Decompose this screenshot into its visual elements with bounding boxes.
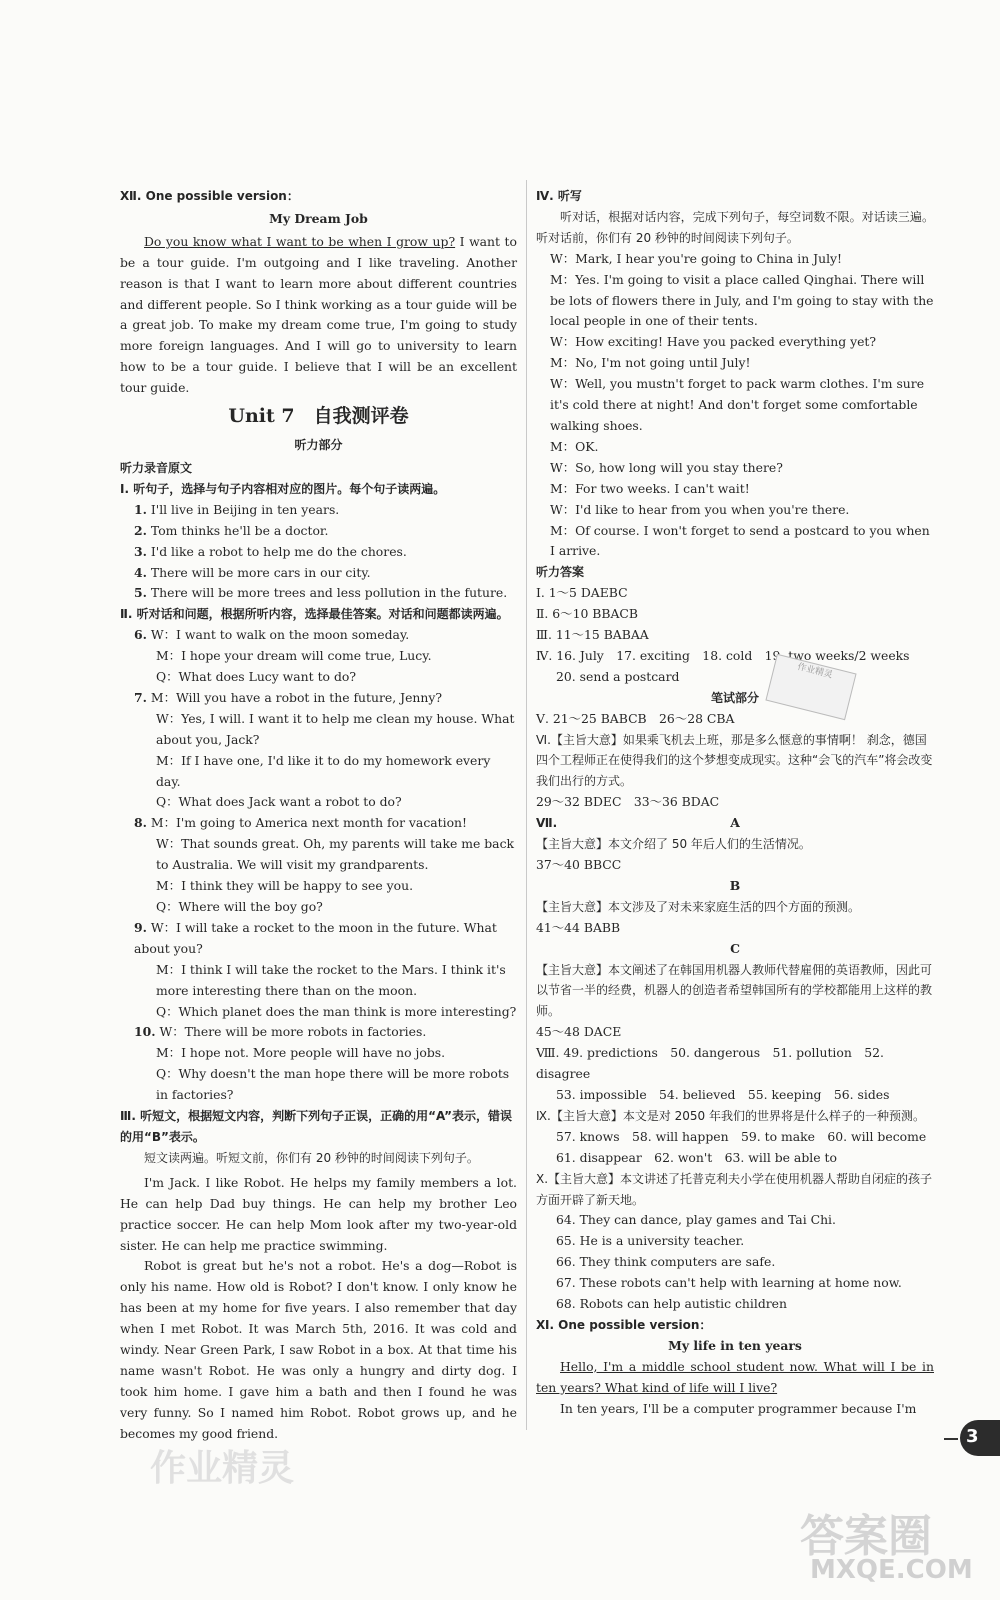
dialog-text: Q：Which planet does the man think is more interesting? — [156, 1003, 517, 1019]
section-10-main-idea: Ⅹ.【主旨大意】本文讲述了托普克利夫小学在使用机器人帮助自闭症的孩子方面开辟了新天地。 — [536, 1171, 933, 1207]
item-text: I'd like a robot to help me do the chores. — [150, 543, 407, 559]
dialog-line — [120, 876, 517, 897]
item-number: 3. — [134, 543, 147, 559]
section-11-underlined: Hello, I'm a middle school student now. What will I be in ten years? What kind of life will I live? — [536, 1358, 934, 1395]
answer-line: 66. They think computers are safe. — [556, 1254, 776, 1270]
dialog-line: W：Mark, I hear you're going to China in July! — [550, 250, 843, 266]
section-7-label: Ⅶ. — [536, 816, 558, 831]
dialog-line — [120, 813, 517, 834]
section-12-heading: Ⅻ. One possible version： — [120, 189, 299, 203]
listening-answers-heading: 听力答案 — [536, 565, 585, 580]
transcript-heading: 听力录音原文 — [120, 460, 193, 475]
dialog-line — [120, 751, 517, 793]
stamp-text: 作业精灵 — [796, 662, 834, 681]
section-6-answers: 29～32 BDEC 33～36 BDAC — [536, 794, 720, 810]
listening-part-heading: 听力部分 — [294, 438, 343, 453]
item-number: 4. — [134, 564, 147, 580]
passage-c-answers: 45～48 DACE — [536, 1024, 622, 1040]
page-number-dash — [944, 1438, 958, 1440]
dialog-number: 8. — [134, 815, 147, 831]
dialog-text: M：If I have one, I'd like it to do my homework every day. — [156, 752, 491, 789]
answer-line: 64. They can dance, play games and Tai Chi. — [556, 1212, 836, 1228]
written-part-heading: 笔试部分 — [710, 690, 759, 705]
essay-body — [120, 232, 517, 399]
dialog-line — [120, 646, 517, 667]
dialog-text: W：I want to walk on the moon someday. — [150, 627, 410, 643]
dialog-line — [120, 667, 517, 688]
section-10-answers — [536, 1210, 934, 1315]
q2-list — [120, 625, 517, 1106]
section-5-answers: Ⅴ. 21～25 BABCB 26～28 CBA — [536, 710, 735, 726]
passage-b-answers: 41～44 BABB — [536, 919, 621, 935]
dialog-line — [120, 1022, 517, 1043]
dialog-line: W：I'd like to hear from you when you're there. — [550, 501, 850, 517]
left-column — [120, 186, 517, 1445]
watermark-left: 作业精灵 — [150, 1448, 295, 1489]
list-item — [120, 500, 517, 521]
passage-b-main-idea: 【主旨大意】本文涉及了对未来家庭生活的四个方面的预测。 — [536, 899, 861, 914]
dialog-text: Q：What does Lucy want to do? — [156, 669, 356, 685]
dialog-line — [120, 1043, 517, 1064]
right-column — [536, 186, 934, 1419]
dialog-text: M：I hope your dream will come true, Lucy. — [156, 648, 432, 664]
item-number: 1. — [134, 501, 147, 517]
section-9-answers-2: 61. disappear 62. won't 63. will be able to — [556, 1149, 837, 1165]
section-9-main-idea: Ⅸ.【主旨大意】本文是对 2050 年我们的世界将是什么样子的一种预测。 — [536, 1108, 925, 1123]
list-item — [120, 521, 517, 542]
section-8-answers-1: Ⅷ. 49. predictions 50. dangerous 51. pollution 52. disagree — [536, 1045, 884, 1082]
answer-line: 65. He is a university teacher. — [556, 1233, 745, 1249]
essay-title: My Dream Job — [269, 210, 368, 226]
dialog-number: 10. — [134, 1024, 156, 1040]
dialog-number: 9. — [134, 919, 147, 935]
dialog-line — [120, 709, 517, 751]
passage-a-label: A — [730, 815, 740, 831]
q1-heading: Ⅰ. 听句子，选择与句子内容相对应的图片。每个句子读两遍。 — [120, 481, 446, 496]
item-text: Tom thinks he'll be a doctor. — [150, 522, 329, 538]
q4-heading: Ⅳ. 听写 — [536, 189, 582, 203]
dialog-text: W：I will take a rocket to the moon in the future. What about you? — [134, 919, 497, 956]
essay-text: I want to be a tour guide. I'm outgoing and I like traveling. Another reason is that I want to learn more about different countries and different people. So I think working as a tour guide will be a great job. To make my dream come true, I'm going to study more foreign languages. And I will go to university to learn how to be a tour guide. I believe that I will be an excellent tour guide. — [120, 233, 517, 396]
passage-a-main-idea: 【主旨大意】本文介绍了 50 年后人们的生活情况。 — [536, 837, 811, 852]
passage-c-main-idea: 【主旨大意】本文阐述了在韩国用机器人教师代替雇佣的英语教师，因此可以节省一半的经费，机器人的创造者希望韩国所有的学校都能用上这样的教师。 — [536, 962, 933, 1019]
answer-line: 67. These robots can't help with learning at home now. — [556, 1275, 902, 1291]
q3-paragraph-1: I'm Jack. I like Robot. He helps my family members a lot. He can help Dad buy things. He can help my brother Leo practice soccer. He can help Mom look after my two-year-old sister. He can help me practice swimming. — [120, 1174, 517, 1253]
page-number-tab — [960, 1420, 1000, 1456]
passage-c-label: C — [730, 940, 740, 956]
dialog-text: M：I hope not. More people will have no jobs. — [156, 1045, 446, 1061]
dialog-text: M：Will you have a robot in the future, Jenny? — [150, 689, 443, 705]
dialog-number: 7. — [134, 689, 147, 705]
section-11-intro — [536, 1357, 934, 1399]
dialog-line: W：How exciting! Have you packed everything yet? — [550, 334, 877, 350]
answer-line: Ⅰ. 1～5 DAEBC — [536, 585, 628, 601]
list-item — [120, 542, 517, 563]
item-text: I'll live in Beijing in ten years. — [150, 501, 340, 517]
q4-note: 听对话，根据对话内容，完成下列句子，每空词数不限。对话读三遍。听对话前，你们有 20 秒钟的时间阅读下列句子。 — [536, 209, 934, 245]
dialog-text: W：Yes, I will. I want it to help me clean my house. What about you, Jack? — [156, 710, 515, 747]
dialog-line: M：Of course. I won't forget to send a postcard to you when I arrive. — [550, 522, 930, 559]
dialog-line — [120, 834, 517, 876]
section-9-answers-1: 57. knows 58. will happen 59. to make 60. will become — [556, 1128, 927, 1144]
dialog-text: Q：Where will the boy go? — [156, 899, 323, 914]
dialog-line — [120, 625, 517, 646]
dialog-text: W：That sounds great. Oh, my parents will take me back to Australia. We will visit my grandparents. — [156, 836, 515, 873]
dialog-line: M：Yes. I'm going to visit a place called Qinghai. There will be lots of flowers there in July, and I'm going to stay with the local people in one of their tents. — [550, 271, 934, 329]
q4-dialog — [536, 249, 934, 563]
dialog-text: M：I think I will take the rocket to the Mars. I think it's more interesting there than on the moon. — [156, 961, 506, 998]
item-number: 5. — [134, 585, 147, 601]
column-divider — [526, 180, 527, 1430]
essay-underlined-sentence: Do you know what I want to be when I grow up? — [144, 233, 456, 249]
dialog-text: Q：What does Jack want a robot to do? — [156, 794, 402, 810]
passage-b-label: B — [729, 877, 741, 893]
section-11-heading: Ⅺ. One possible version： — [536, 1317, 712, 1332]
unit-title: Unit 7 自我测评卷 — [228, 405, 409, 428]
dialog-text: M：I'm going to America next month for vacation! — [150, 815, 468, 831]
dialog-text: M：I think they will be happy to see you. — [156, 878, 414, 894]
watermark-url: MXQE.COM — [810, 1555, 973, 1585]
dialog-line — [120, 1002, 517, 1023]
section-11-paragraph: In ten years, I'll be a computer programmer because I'm — [560, 1400, 917, 1416]
dialog-line — [120, 688, 517, 709]
page-number: 3 — [966, 1426, 979, 1447]
dialog-line — [120, 918, 517, 960]
dialog-line: M：No, I'm not going until July! — [550, 355, 751, 371]
answer-line: Ⅳ. 16. July 17. exciting 18. cold 19. two weeks/2 weeks — [536, 647, 910, 663]
item-number: 2. — [134, 522, 147, 538]
dialog-line — [120, 897, 517, 918]
dialog-line: W：Well, you mustn't forget to pack warm clothes. I'm sure it's cold there at night! And don't forget some comfortable walking shoes. — [550, 376, 925, 433]
dialog-line — [120, 1064, 517, 1106]
answer-line: 20. send a postcard — [556, 668, 680, 684]
q1-list — [120, 500, 517, 605]
answer-line: Ⅲ. 11～15 BABAA — [536, 627, 649, 643]
item-text: There will be more trees and less pollution in the future. — [150, 585, 508, 601]
item-text: There will be more cars in our city. — [150, 564, 371, 580]
dialog-text: W：There will be more robots in factories. — [159, 1024, 427, 1040]
q2-heading: Ⅱ. 听对话和问题，根据所听内容，选择最佳答案。对话和问题都读两遍。 — [120, 607, 509, 622]
dialog-number: 6. — [134, 627, 147, 643]
dialog-line: M：OK. — [550, 438, 599, 454]
q3-heading: Ⅲ. 听短文，根据短文内容，判断下列句子正误，正确的用“A”表示，错误的用“B”表示。 — [120, 1109, 513, 1144]
section-11-essay-title: My life in ten years — [668, 1337, 802, 1353]
list-item — [120, 563, 517, 584]
dialog-text: Q：Why doesn't the man hope there will be more robots in factories? — [156, 1066, 510, 1103]
q3-note: 短文读两遍。听短文前，你们有 20 秒钟的时间阅读下列句子。 — [144, 1150, 479, 1165]
watermark-brand: 答案圈 — [800, 1511, 932, 1562]
section-6-main-idea: Ⅵ.【主旨大意】如果乘飞机去上班，那是多么惬意的事情啊！ 刹念，德国四个工程师正在使得我们的这个梦想变成现实。这种“会飞的汽车”将会改变我们出行的方式。 — [536, 732, 933, 789]
section-8-answers-2: 53. impossible 54. believed 55. keeping 56. sides — [556, 1086, 890, 1102]
dialog-line: W：So, how long will you stay there? — [550, 459, 783, 475]
dialog-line: M：For two weeks. I can't wait! — [550, 480, 750, 496]
passage-a-answers: 37～40 BBCC — [536, 857, 622, 872]
listening-answers — [536, 583, 934, 688]
dialog-line — [120, 792, 517, 813]
answer-line: Ⅱ. 6～10 BBACB — [536, 606, 639, 622]
answer-line: 68. Robots can help autistic children — [556, 1296, 787, 1312]
dialog-line — [120, 960, 517, 1002]
list-item — [120, 583, 517, 604]
q3-paragraph-2: Robot is great but he's not a robot. He's a dog—Robot is only his name. How old is Robot? I don't know. I only know he has been at my home for five years. I also remember that day when I met Robot. It was March 5th, 2016. It was cold and windy. Near Green Park, I saw Robot in a box. At that time his name wasn't Robot. He was only a hungry and dirty dog. I took him home. I gave him a bath and then I found he was very funny. So I named him Robot. Robot grows up, and he becomes my good friend. — [120, 1258, 517, 1441]
